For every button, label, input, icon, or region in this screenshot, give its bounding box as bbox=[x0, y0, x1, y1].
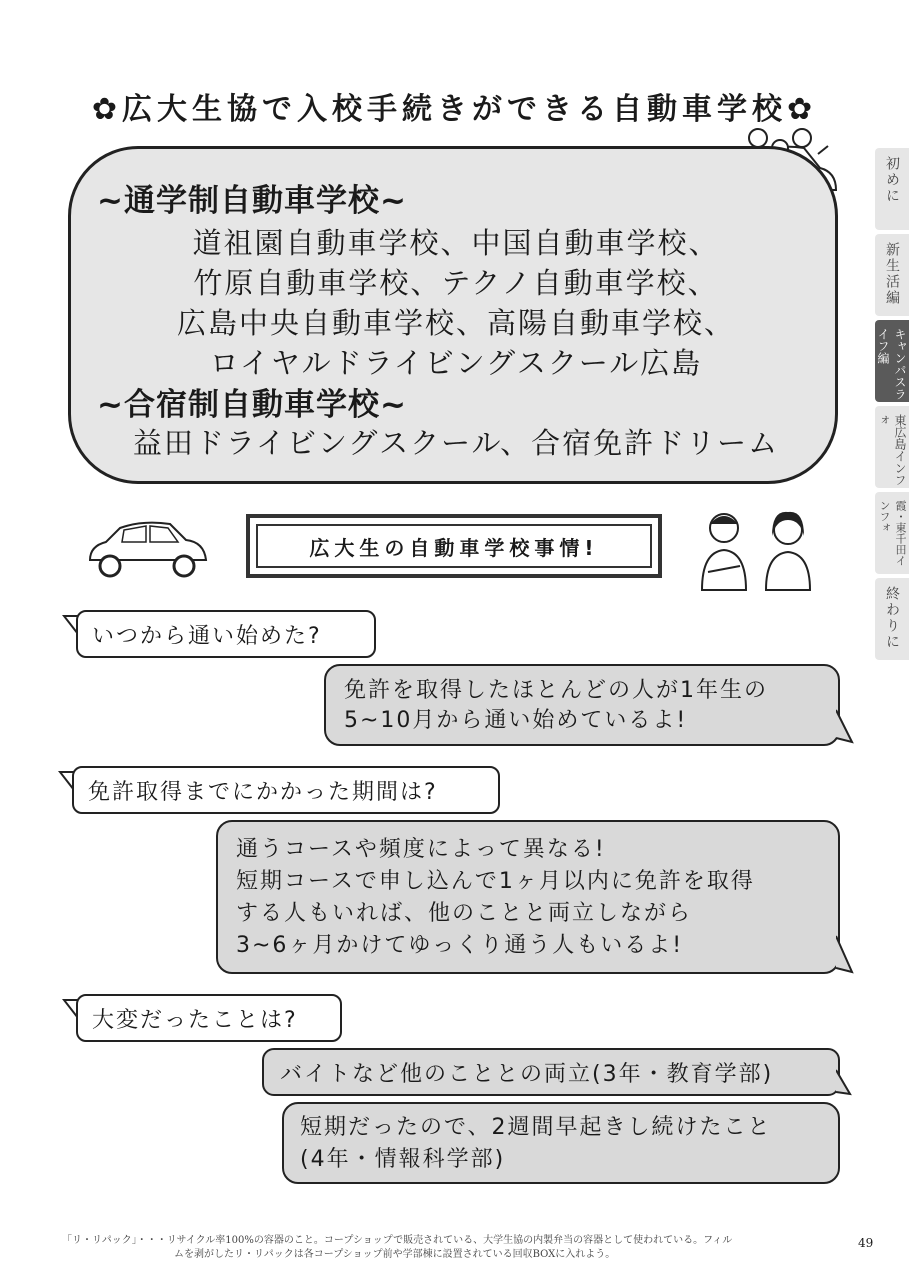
question-text: いつから通い始めた? bbox=[92, 623, 322, 649]
answer-bubble bbox=[324, 664, 840, 746]
answer-line: 短期コースで申し込んで1ヶ月以内に免許を取得 bbox=[236, 869, 755, 894]
answer-bubble-tail bbox=[836, 934, 856, 974]
answer-bubble-tail bbox=[836, 708, 856, 744]
answer-line: 5~10月から通い始めているよ! bbox=[344, 708, 688, 733]
tab-new-life[interactable]: 新生活編 bbox=[875, 234, 909, 316]
question-text: 免許取得までにかかった期間は? bbox=[88, 779, 438, 805]
footnote bbox=[62, 1234, 802, 1262]
question-bubble bbox=[76, 994, 342, 1042]
answer-line: バイトなど他のこととの両立(3年・教育学部) bbox=[280, 1061, 774, 1087]
tab-kasumi-higashisenda-info[interactable]: 霞・東千田インフォ bbox=[875, 492, 909, 574]
section-banner bbox=[246, 514, 662, 578]
answer-line: 3~6ヶ月かけてゆっくり通う人もいるよ! bbox=[236, 933, 684, 958]
answer-line: 通うコースや頻度によって異なる! bbox=[236, 837, 606, 862]
page-number: 49 bbox=[858, 1236, 874, 1250]
tab-campus-life[interactable]: キャンパスライフ編 bbox=[875, 320, 909, 402]
answer-line: する人もいれば、他のことと両立しながら bbox=[236, 901, 693, 926]
answer-bubble-tail bbox=[836, 1068, 854, 1096]
answer-line: 免許を取得したほとんどの人が1年生の bbox=[344, 678, 768, 703]
footnote-line: ムを剥がしたリ・リパックは各コープショップ前や学部棟に設置されている回収BOXに入れよう。 bbox=[174, 1249, 616, 1260]
banner-label: 広大生の自動車学校事情! bbox=[256, 524, 652, 568]
driving-school-list-bubble bbox=[68, 146, 838, 484]
commute-line: 道祖園自動車学校、中国自動車学校、 bbox=[192, 226, 720, 260]
tab-higashihiroshima-info[interactable]: 東広島インフォ bbox=[875, 406, 909, 488]
tab-closing[interactable]: 終わりに bbox=[875, 578, 909, 660]
footnote-line: 「リ・リパック」・・・リサイクル率100%の容器のこと。コープショップで販売されている、大学生協の内製弁当の容器として使われている。フィル bbox=[62, 1235, 733, 1246]
answer-line: 短期だったので、2週間早起きし続けたこと bbox=[300, 1115, 772, 1140]
question-bubble bbox=[72, 766, 500, 814]
commute-line: 広島中央自動車学校、高陽自動車学校、 bbox=[176, 306, 735, 340]
answer-bubble bbox=[282, 1102, 840, 1184]
car-illustration bbox=[86, 516, 210, 580]
camp-line: 益田ドライビングスクール、合宿免許ドリーム bbox=[132, 426, 780, 460]
commute-heading: ~通学制自動車学校~ bbox=[97, 183, 407, 219]
camp-heading: ~合宿制自動車学校~ bbox=[97, 387, 407, 423]
question-bubble bbox=[76, 610, 376, 658]
commute-line: 竹原自動車学校、テクノ自動車学校、 bbox=[193, 266, 719, 300]
answer-bubble bbox=[262, 1048, 840, 1096]
answer-bubble bbox=[216, 820, 840, 974]
question-text: 大変だったことは? bbox=[92, 1007, 298, 1033]
commute-line: ロイヤルドライビングスクール広島 bbox=[209, 346, 703, 380]
tab-intro[interactable]: 初めに bbox=[875, 148, 909, 230]
answer-line: (4年・情報科学部) bbox=[300, 1147, 506, 1172]
students-illustration bbox=[696, 506, 816, 592]
page-title: ✿広大生協で入校手続きができる自動車学校✿ bbox=[91, 92, 818, 127]
